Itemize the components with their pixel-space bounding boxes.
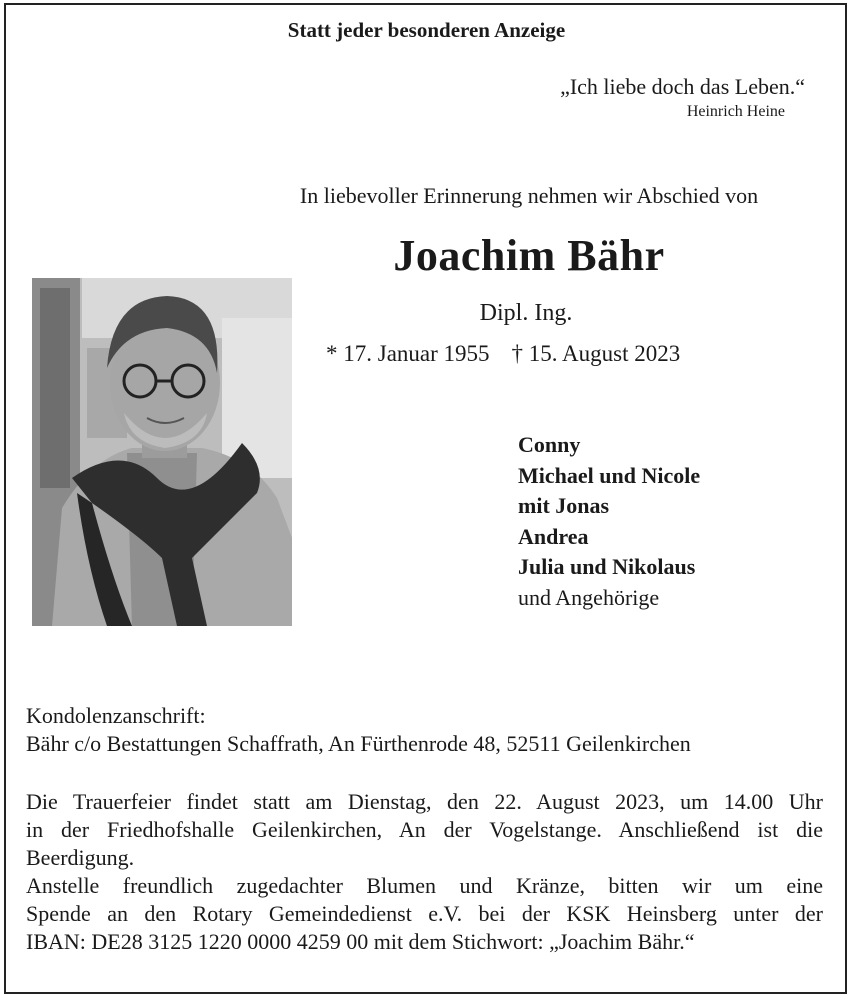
donation-line: Anstelle freundlich zugedachter Blumen und Kränze, bitten wir um eine	[26, 873, 823, 898]
ceremony-line: Beerdigung.	[26, 845, 135, 870]
deceased-name: Joachim Bähr	[393, 231, 665, 280]
intro-text: In liebevoller Erinnerung nehmen wir Abschied von	[299, 183, 759, 208]
quote-text: „Ich liebe doch das Leben.“	[560, 74, 805, 99]
death-date: † 15. August 2023	[511, 341, 681, 366]
ceremony-line: in der Friedhofshalle Geilenkirchen, An der Vogelstange. Anschließend ist die	[26, 817, 823, 842]
notice-header: Statt jeder besonderen Anzeige	[287, 18, 566, 42]
family-list	[518, 430, 700, 613]
family-member: Conny	[518, 432, 581, 457]
family-member: Andrea	[518, 523, 589, 549]
family-relatives: und Angehörige	[518, 584, 660, 610]
condolence-section	[26, 702, 691, 758]
portrait-photo	[32, 278, 292, 626]
donation-line: Spende an den Rotary Gemeindedienst e.V. bei der KSK Heinsberg unter der	[26, 901, 823, 926]
ceremony-section	[26, 788, 823, 956]
quote-author: Heinrich Heine	[686, 103, 785, 120]
deceased-title: Dipl. Ing.	[479, 300, 573, 326]
condolence-address: Bähr c/o Bestattungen Schaffrath, An Fürthenrode 48, 52511 Geilenkirchen	[26, 731, 691, 756]
family-member: mit Jonas	[518, 493, 610, 518]
family-member: Michael und Nicole	[518, 462, 701, 488]
life-dates	[326, 341, 680, 367]
family-member: Julia und Nikolaus	[518, 554, 696, 579]
condolence-label: Kondolenzanschrift:	[26, 703, 206, 728]
donation-line: IBAN: DE28 3125 1220 0000 4259 00 mit dem Stichwort: „Joachim Bähr.“	[26, 929, 695, 954]
ceremony-line: Die Trauerfeier findet statt am Dienstag, den 22. August 2023, um 14.00 Uhr	[26, 789, 823, 814]
birth-date: * 17. Januar 1955	[326, 341, 490, 366]
